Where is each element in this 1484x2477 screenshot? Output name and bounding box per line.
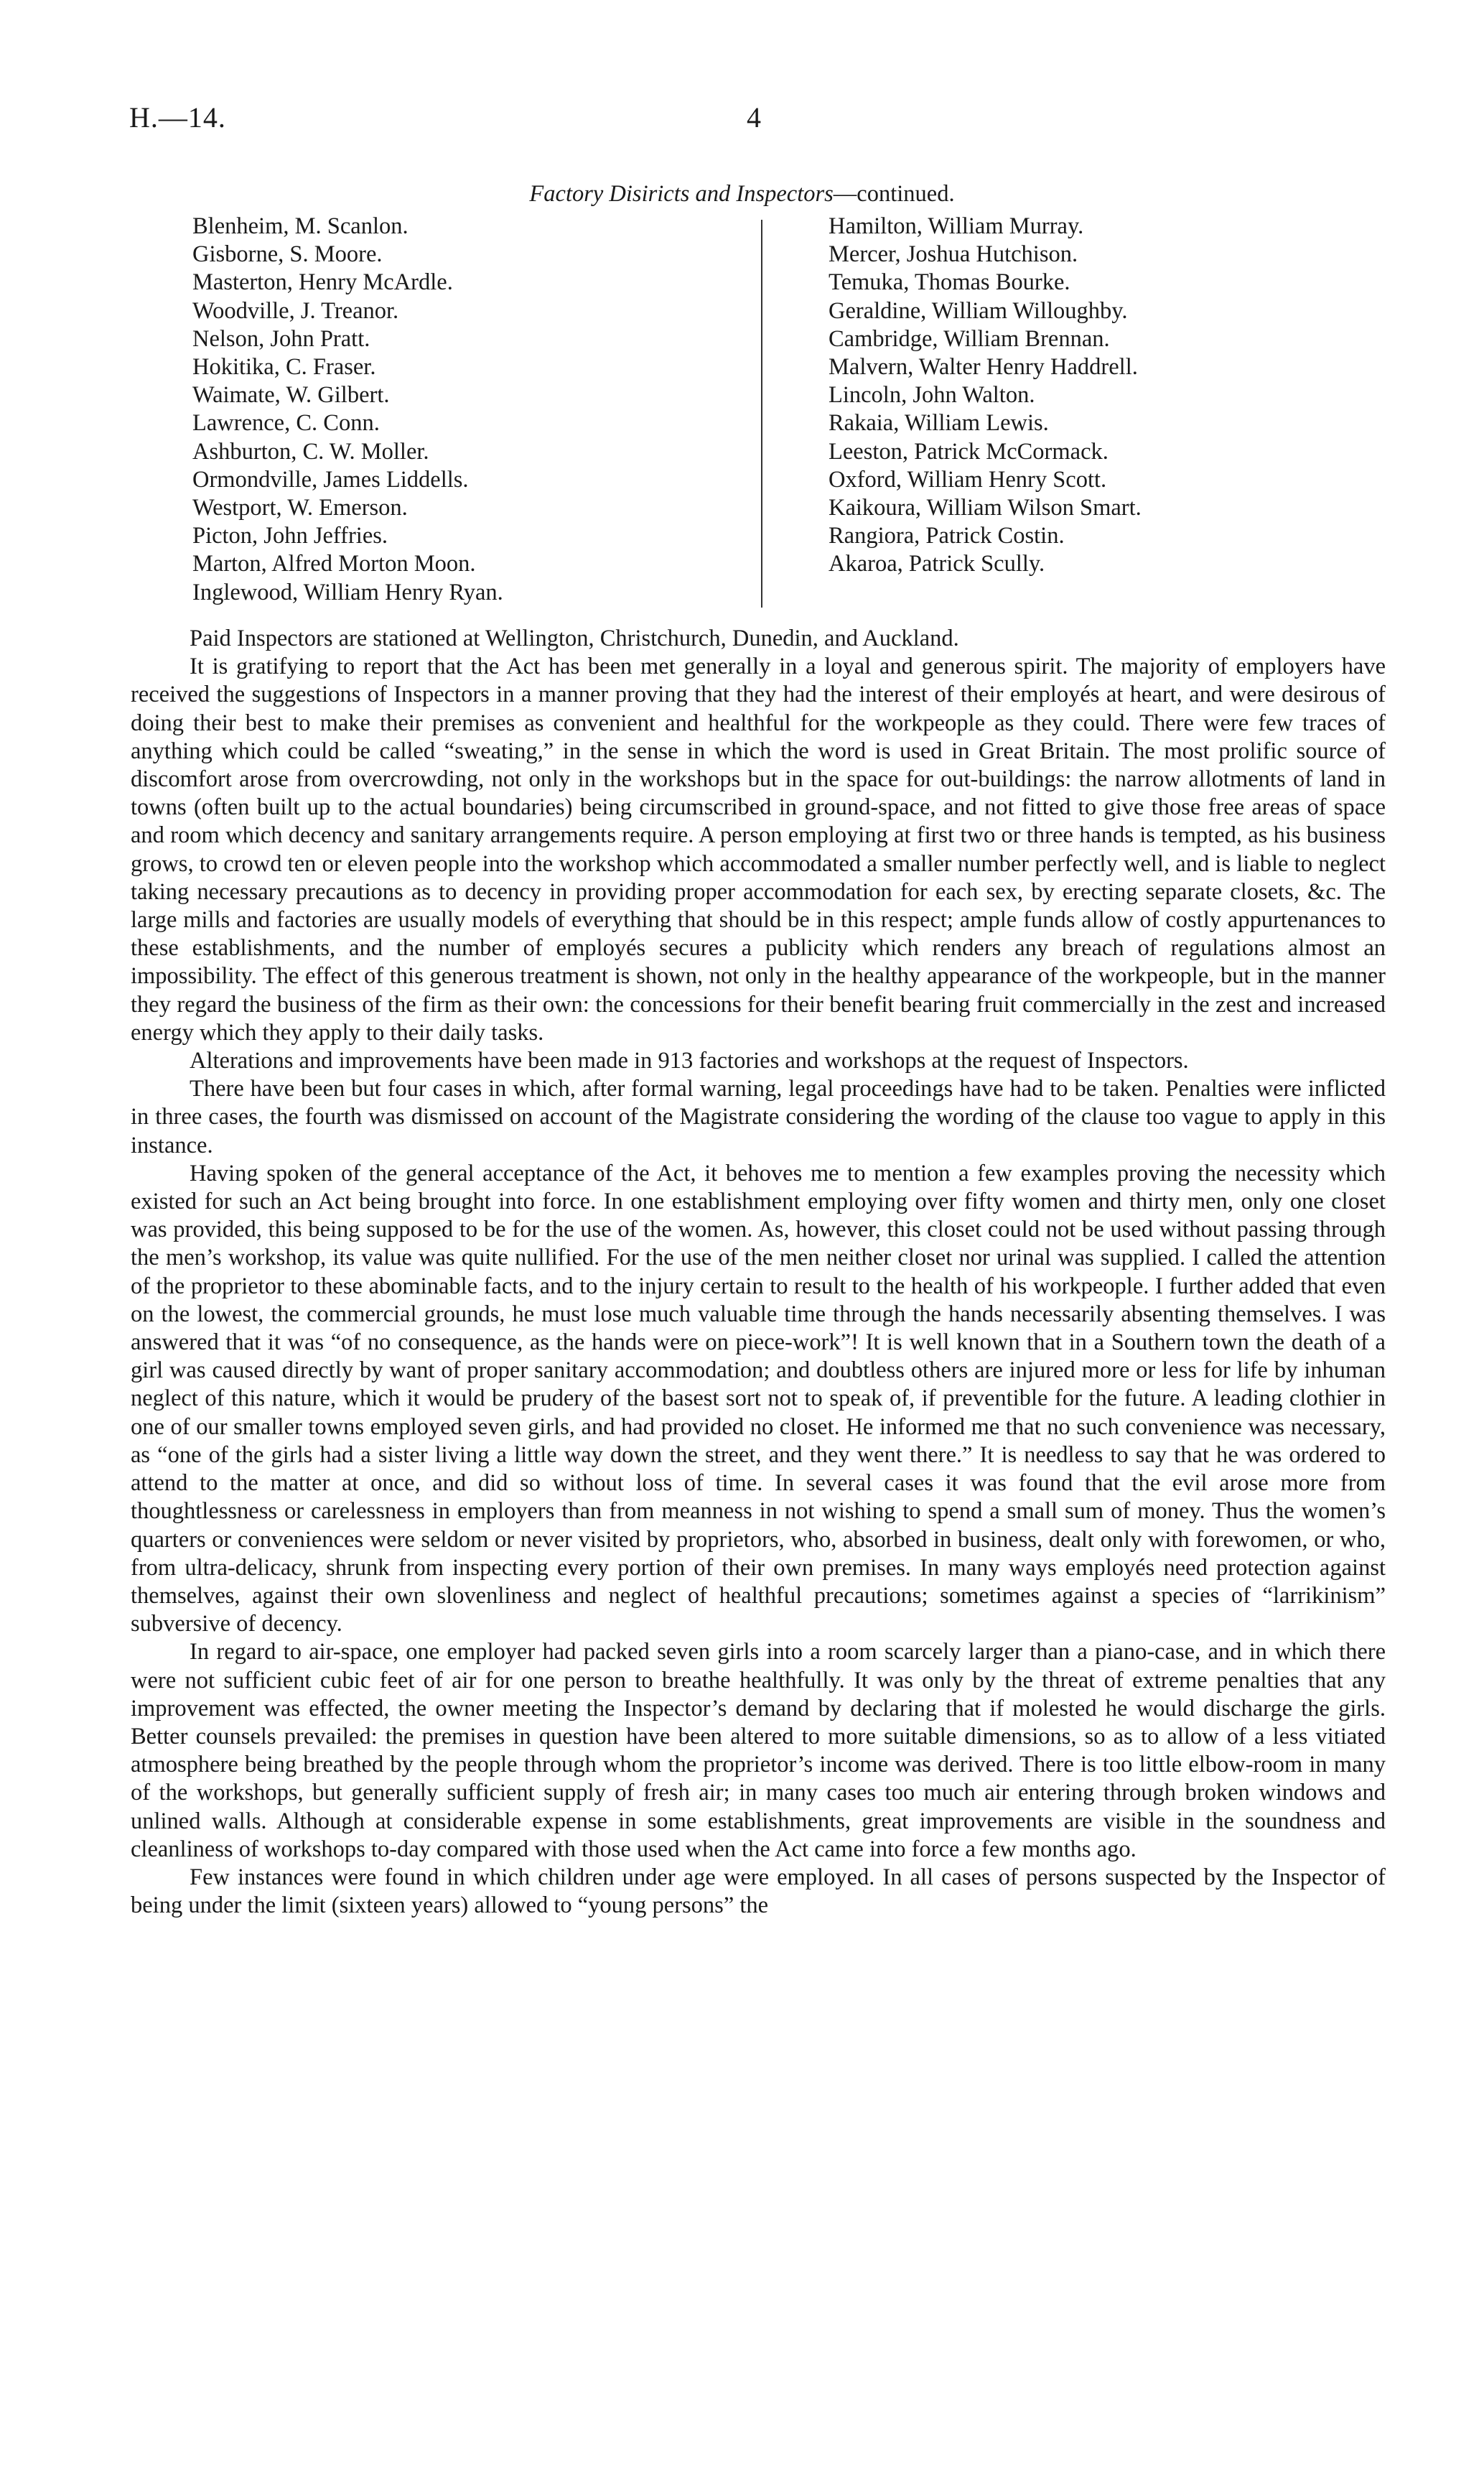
paragraph-air-space: In regard to air-space, one employer had packed seven girls into a room scarcely larger than a piano-case, and in which there were not sufficient cubic feet of air for one person to breathe healthfully. It was only by the threat of extreme penalties that any improvement was effected, the owner meeting the Inspector’s demand by declaring that if molested he would discharge the girls. Better counsels prevailed: the premises in question have been altered to more suitable dimensions, so as to allow of a less vitiated atmosphere being breathed by the people through whom the proprietor’s income was derived. There is too little elbow-room in many of the workshops, but generally sufficient supply of fresh air; in many cases too much air entering through broken windows and unlined walls. Although at considerable expense in some establishments, great improvements are visible in the soundness and cleanliness of workshops to-day compared with those used when the Act came into force a few months ago.	[131, 1639, 1386, 1862]
list-item: Hamilton, William Murray.	[829, 213, 1084, 239]
list-item: Cambridge, William Brennan.	[829, 325, 1110, 352]
list-item: Rangiora, Patrick Costin.	[829, 523, 1065, 549]
list-item: Malvern, Walter Henry Haddrell.	[829, 354, 1138, 381]
list-item: Kaikoura, William Wilson Smart.	[829, 495, 1142, 521]
report-body	[131, 625, 1386, 1920]
list-item: Woodville, J. Treanor.	[192, 297, 399, 324]
list-item: Waimate, W. Gilbert.	[192, 382, 390, 409]
list-item: Akaroa, Patrick Scully.	[829, 551, 1045, 577]
section-heading-suffix: —continued.	[833, 181, 955, 207]
section-heading-title: Factory Disiricts and Inspectors	[529, 181, 834, 207]
list-item: Leeston, Patrick McCormack.	[829, 438, 1109, 465]
list-item: Ashburton, C. W. Moller.	[192, 438, 429, 465]
district-list-left	[192, 213, 738, 607]
list-item: Hokitika, C. Fraser.	[192, 354, 376, 381]
list-item: Picton, John Jeffries.	[192, 523, 388, 549]
document-reference: H.—14.	[129, 101, 226, 134]
list-item: Rakaia, William Lewis.	[829, 410, 1049, 437]
paragraph-general-acceptance: It is gratifying to report that the Act has been met generally in a loyal and generous spirit. The majority of employers have received the suggestions of Inspectors in a manner proving that they had the interest of their employés at heart, and were desirous of doing their best to make their premises as convenient and healthful for the workpeople as they could. There were few traces of anything which could be called “sweating,” in the sense in which the word is used in Great Britain. The most prolific source of discomfort arose from overcrowding, not only in the workshops but in the space for out-buildings: the narrow allotments of land in towns (often built up to the actual boundaries) being circumscribed in ground-space, and not fitted to give those free areas of space and room which decency and sanitary arrangements require. A person employing at first two or three hands is tempted, as his business grows, to crowd ten or eleven people into the workshop which accommodated a smaller number perfectly well, and is liable to neglect taking necessary precautions as to decency in providing proper accommodation for each sex, by erecting separate closets, &c. The large mills and factories are usually models of everything that should be in this respect; ample funds allow of costly appurtenances to these establishments, and the number of employés secures a publicity which renders any breach of regulations almost an impossibility. The effect of this generous treatment is shown, not only in the healthy appearance of the workpeople, but in the manner they regard the business of the firm as their own: the concessions for their benefit bearing fruit commercially in the zest and increased energy which they apply to their daily tasks.	[131, 654, 1386, 1046]
paragraph-inspectors-stations: Paid Inspectors are stationed at Wellington, Christchurch, Dunedin, and Auckland.	[190, 626, 959, 651]
list-item: Lawrence, C. Conn.	[192, 410, 380, 437]
paragraph-legal-proceedings: There have been but four cases in which, after formal warning, legal proceedings have had to be taken. Penalties were inflicted in three cases, the fourth was dismissed on account of the Magistrate considering the wording of the clause too vague to apply in this instance.	[131, 1076, 1386, 1158]
section-heading	[0, 181, 1484, 208]
column-divider	[761, 220, 762, 608]
list-item: Geraldine, William Willoughby.	[829, 297, 1128, 324]
list-item: Westport, W. Emerson.	[192, 495, 408, 521]
list-item: Oxford, William Henry Scott.	[829, 466, 1107, 493]
list-item: Marton, Alfred Morton Moon.	[192, 551, 476, 577]
paragraph-examples: Having spoken of the general acceptance of the Act, it behoves me to mention a few examples proving the necessity which existed for such an Act being brought into force. In one establishment employing over fifty women and thirty men, only one closet was provided, this being supposed to be for the use of the women. As, however, this closet could not be used without passing through the men’s workshop, its value was quite nullified. For the use of the men neither closet nor urinal was supplied. I called the attention of the proprietor to these abominable facts, and to the injury certain to result to the health of his workpeople. I further added that even on the lowest, the commercial grounds, he must lose much valuable time through the hands necessarily absenting themselves. I was answered that it was “of no consequence, as the hands were on piece-work”! It is well known that in a Southern town the death of a girl was caused directly by want of proper sanitary accommodation; and doubtless others are injured more or less for life by inhuman neglect of this nature, which it would be prudery of the basest sort not to speak of, if preventible for the future. A leading clothier in one of our smaller towns employed seven girls, and had provided no closet. He informed me that no such convenience was necessary, as “one of the girls had a sister living a little way down the street, and they went there.” It is needless to say that he was ordered to attend to the matter at once, and did so without loss of time. In several cases it was found that the evil arose more from thoughtlessness or carelessness in employers than from meanness in not wishing to spend a small sum of money. Thus the women’s quarters or conveniences were seldom or never visited by proprietors, who, absorbed in business, dealt only with forewomen, or who, from ultra-delicacy, shrunk from inspecting every portion of their own premises. In many ways employés need protection against themselves, against their own slovenliness and neglect of healthful precautions; sometimes against a species of “larrikinism” subversive of decency.	[131, 1160, 1386, 1637]
list-item: Inglewood, William Henry Ryan.	[192, 579, 503, 605]
list-item: Blenheim, M. Scanlon.	[192, 213, 409, 239]
paragraph-alterations: Alterations and improvements have been made in 913 factories and workshops at the request of Inspectors.	[190, 1048, 1189, 1074]
list-item: Temuka, Thomas Bourke.	[829, 269, 1070, 296]
list-item: Nelson, John Pratt.	[192, 325, 370, 352]
list-item: Masterton, Henry McArdle.	[192, 269, 453, 296]
district-list-right	[829, 213, 1331, 579]
list-item: Gisborne, S. Moore.	[192, 241, 383, 268]
list-item: Mercer, Joshua Hutchison.	[829, 241, 1078, 268]
list-item: Ormondville, James Liddells.	[192, 466, 469, 493]
paragraph-children: Few instances were found in which children under age were employed. In all cases of persons suspected by the Inspector of being under the limit (sixteen years) allowed to “young persons” the	[131, 1864, 1386, 1919]
list-item: Lincoln, John Walton.	[829, 382, 1035, 409]
district-inspector-list	[192, 213, 1341, 615]
page-number: 4	[747, 101, 761, 134]
page-header	[129, 101, 1355, 144]
